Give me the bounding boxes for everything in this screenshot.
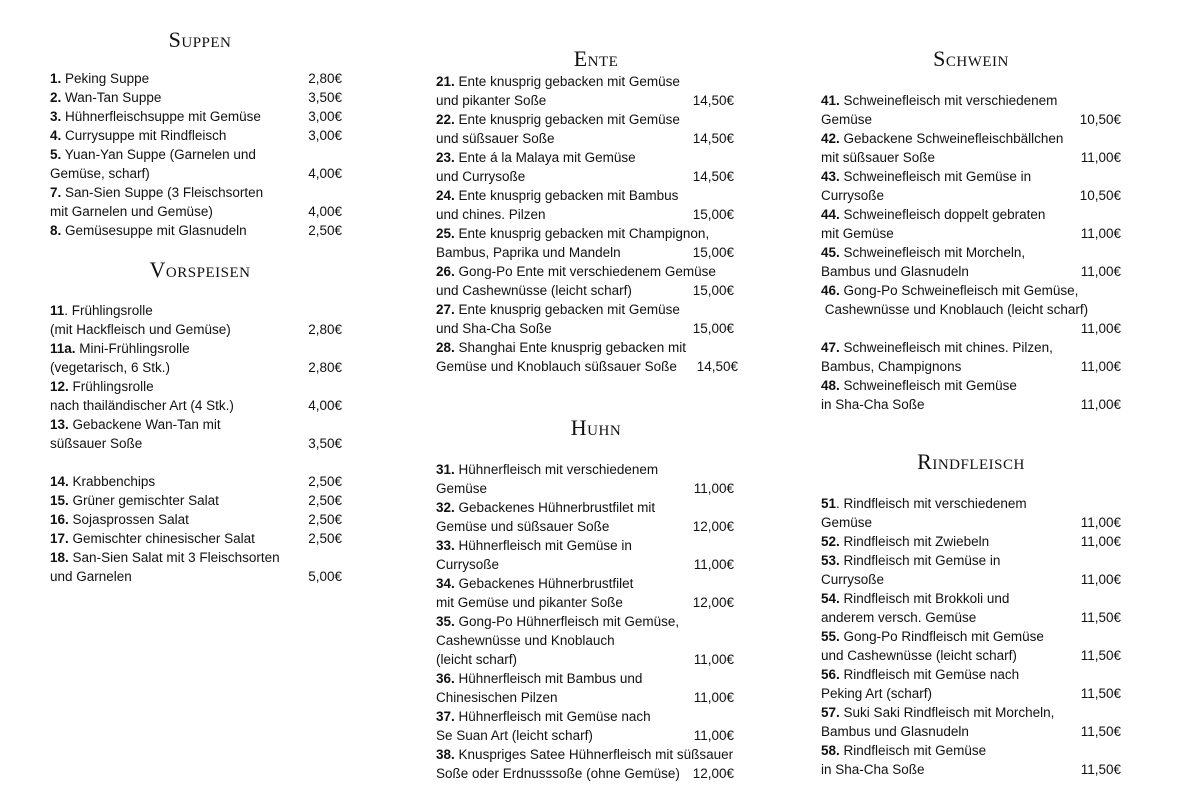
item-name-line2: und Cashewnüsse (leicht scharf) xyxy=(821,648,1017,663)
item-number: 32. xyxy=(436,500,455,515)
menu-item xyxy=(436,338,756,376)
section-title-schwein: Schwein xyxy=(933,46,1009,71)
item-name: Rindfleisch mit Gemüse xyxy=(843,743,987,758)
menu-item xyxy=(50,301,350,339)
item-number: 54. xyxy=(821,591,840,606)
item-name-line2: Bambus, Champignons xyxy=(821,359,962,374)
item-price: 12,00€ xyxy=(692,595,734,610)
item-name-line3: (leicht scharf) xyxy=(436,652,518,667)
item-name: Rindfleisch mit Gemüse in xyxy=(843,553,1001,568)
item-price: 3,00€ xyxy=(308,109,342,124)
menu-item xyxy=(436,460,756,498)
item-name: Currysuppe mit Rindfleisch xyxy=(65,128,227,143)
item-price: 2,80€ xyxy=(308,71,342,86)
item-price: 11,00€ xyxy=(1080,572,1121,587)
item-price: 15,00€ xyxy=(692,283,734,298)
menu-item xyxy=(50,415,350,453)
item-price: 2,80€ xyxy=(308,360,342,375)
section-title-ente: Ente xyxy=(573,46,619,71)
item-number: 5. xyxy=(50,147,62,162)
item-number: 22. xyxy=(436,112,455,127)
item-name: Peking Suppe xyxy=(65,71,150,86)
menu-item xyxy=(50,126,350,145)
item-name-line2: Se Suan Art (leicht scharf) xyxy=(436,728,593,743)
item-number: 18. xyxy=(50,550,69,565)
item-number: 16. xyxy=(50,512,69,527)
item-name-line2: und pikanter Soße xyxy=(436,93,547,108)
item-price: 11,00€ xyxy=(1080,226,1121,241)
menu-item xyxy=(436,498,756,536)
item-name: Rindfleisch mit Brokkoli und xyxy=(843,591,1010,606)
item-name: Hühnerfleisch mit Gemüse in xyxy=(458,538,632,553)
item-number: 41. xyxy=(821,93,840,108)
item-price: 12,00€ xyxy=(692,766,734,781)
item-name-line2: Gemüse xyxy=(821,112,873,127)
menu-item xyxy=(821,741,1121,779)
item-name-line2: Currysoße xyxy=(821,572,885,587)
item-number: 23. xyxy=(436,150,455,165)
item-price: 11,00€ xyxy=(693,557,734,572)
menu-item xyxy=(436,574,756,612)
item-number: 46. xyxy=(821,283,840,298)
item-number: 13. xyxy=(50,417,69,432)
menu-item xyxy=(821,551,1121,589)
item-number: 2. xyxy=(50,90,62,105)
item-number: 48. xyxy=(821,378,840,393)
item-number: 3. xyxy=(50,109,62,124)
item-number: 11 xyxy=(50,303,65,318)
item-number: 35. xyxy=(436,614,455,629)
menu-item xyxy=(50,510,350,529)
item-name-line2: in Sha-Cha Soße xyxy=(821,762,925,777)
item-name: Gebackene Schweinefleischbällchen xyxy=(843,131,1064,146)
menu-item xyxy=(50,88,350,107)
item-name: Sojasprossen Salat xyxy=(72,512,189,527)
item-name: Rindfleisch mit Gemüse nach xyxy=(843,667,1020,682)
menu-item xyxy=(50,472,350,491)
menu-item xyxy=(50,145,350,183)
item-name: San-Sien Suppe (3 Fleischsorten xyxy=(65,185,264,200)
menu-item xyxy=(436,669,756,707)
item-name: Ente knusprig gebacken mit Champignon, xyxy=(458,226,710,241)
item-price: 3,50€ xyxy=(308,436,342,451)
item-name: Ente á la Malaya mit Gemüse xyxy=(458,150,636,165)
item-name-line2: Currysoße xyxy=(436,557,500,572)
section-title-vorspeisen: Vorspeisen xyxy=(149,257,251,282)
menu-item xyxy=(436,707,756,745)
section-title-suppen: Suppen xyxy=(168,27,232,52)
item-name: Ente knusprig gebacken mit Gemüse xyxy=(458,74,680,89)
menu-item xyxy=(436,612,756,669)
item-name: Gong-Po Schweinefleisch mit Gemüse, xyxy=(843,283,1079,298)
item-price: 2,50€ xyxy=(308,531,342,546)
menu-item xyxy=(436,224,756,262)
item-number: 38. xyxy=(436,747,455,762)
item-price: 11,00€ xyxy=(1080,150,1121,165)
item-price: 11,00€ xyxy=(693,728,734,743)
item-name: Gemüsesuppe mit Glasnudeln xyxy=(65,223,247,238)
item-name-line2: Cashewnüsse und Knoblauch (leicht scharf) xyxy=(824,302,1089,317)
item-price: 11,50€ xyxy=(1080,610,1121,625)
item-name: Rindfleisch mit Zwiebeln xyxy=(843,534,990,549)
item-name-line2: und Sha-Cha Soße xyxy=(436,321,552,336)
item-name: Gebackenes Hühnerbrustfilet xyxy=(458,576,634,591)
menu-item xyxy=(821,665,1121,703)
item-price: 2,50€ xyxy=(308,512,342,527)
menu-item xyxy=(821,376,1121,414)
item-number: 56. xyxy=(821,667,840,682)
item-name-line2: mit süßsauer Soße xyxy=(821,150,936,165)
item-price: 5,00€ xyxy=(308,569,342,584)
item-name: San-Sien Salat mit 3 Fleischsorten xyxy=(72,550,280,565)
item-number: 28. xyxy=(436,340,455,355)
menu-item xyxy=(821,532,1121,551)
item-name-line2: Gemüse xyxy=(436,481,488,496)
menu-item xyxy=(50,548,350,586)
item-name: Shanghai Ente knusprig gebacken mit xyxy=(458,340,686,355)
item-name: Gebackene Wan-Tan mit xyxy=(72,417,221,432)
item-name-line2: anderem versch. Gemüse xyxy=(821,610,977,625)
item-price: 11,00€ xyxy=(693,690,734,705)
item-price: 14,50€ xyxy=(692,131,734,146)
menu-item xyxy=(821,167,1121,205)
item-name-line2: nach thailändischer Art (4 Stk.) xyxy=(50,398,234,413)
item-name-line2: und chines. Pilzen xyxy=(436,207,546,222)
item-number: 8. xyxy=(50,223,62,238)
item-name-line2: (vegetarisch, 6 Stk.) xyxy=(50,360,171,375)
item-name: Hühnerfleisch mit verschiedenem xyxy=(458,462,659,477)
item-number: 26. xyxy=(436,264,455,279)
item-name-line2: und Garnelen xyxy=(50,569,132,584)
item-name: Grüner gemischter Salat xyxy=(72,493,219,508)
item-name-line2: Currysoße xyxy=(821,188,885,203)
item-name-line2: Soße oder Erdnusssoße (ohne Gemüse) xyxy=(436,766,680,781)
item-price: 4,00€ xyxy=(308,166,342,181)
menu-item xyxy=(821,589,1121,627)
item-price: 11,00€ xyxy=(693,481,734,496)
item-number: 44. xyxy=(821,207,840,222)
menu-item xyxy=(50,339,350,377)
item-price: 15,00€ xyxy=(692,245,734,260)
item-number: 7. xyxy=(50,185,62,200)
menu-item xyxy=(436,536,756,574)
item-price: 10,50€ xyxy=(1079,188,1121,203)
item-name: Hühnerfleischsuppe mit Gemüse xyxy=(65,109,261,124)
item-price: 11,50€ xyxy=(1080,648,1121,663)
item-name: Wan-Tan Suppe xyxy=(65,90,162,105)
item-number: 21. xyxy=(436,74,455,89)
menu-item xyxy=(821,243,1121,281)
menu-item xyxy=(50,183,350,221)
item-number: 51 xyxy=(821,496,837,511)
menu-item xyxy=(821,703,1121,741)
item-name-line2: Chinesischen Pilzen xyxy=(436,690,558,705)
item-name: Gebackenes Hühnerbrustfilet mit xyxy=(458,500,656,515)
item-price: 14,50€ xyxy=(692,93,734,108)
item-number: 31. xyxy=(436,462,455,477)
item-name-line2: mit Gemüse xyxy=(821,226,894,241)
item-price: 12,00€ xyxy=(692,519,734,534)
menu-item xyxy=(436,186,756,224)
item-number: 24. xyxy=(436,188,455,203)
item-price: 15,00€ xyxy=(692,321,734,336)
item-name: Mini-Frühlingsrolle xyxy=(79,341,190,356)
item-price: 11,50€ xyxy=(1080,762,1121,777)
item-price: 11,00€ xyxy=(1080,515,1121,530)
section-title-rindfleisch: Rindfleisch xyxy=(917,449,1025,474)
item-price: 11,50€ xyxy=(1080,724,1121,739)
item-name: Schweinefleisch mit verschiedenem xyxy=(843,93,1058,108)
item-name-line2: Bambus, Paprika und Mandeln xyxy=(436,245,621,260)
item-number: 52. xyxy=(821,534,840,549)
item-number: 1. xyxy=(50,71,62,86)
item-name-line2: Gemüse und süßsauer Soße xyxy=(436,519,610,534)
menu-item xyxy=(50,377,350,415)
item-number: 34. xyxy=(436,576,455,591)
item-number: 14. xyxy=(50,474,69,489)
menu-item xyxy=(821,338,1121,376)
item-name-line2: und süßsauer Soße xyxy=(436,131,555,146)
item-name-line2: süßsauer Soße xyxy=(50,436,143,451)
item-price: 3,50€ xyxy=(308,90,342,105)
menu-item xyxy=(821,205,1121,243)
item-name-line2: in Sha-Cha Soße xyxy=(821,397,925,412)
section-title-huhn: Huhn xyxy=(570,415,622,440)
menu-item xyxy=(50,221,350,240)
item-name: Ente knusprig gebacken mit Gemüse xyxy=(458,302,680,317)
item-number: 42. xyxy=(821,131,840,146)
item-name: Schweinefleisch mit Gemüse in xyxy=(843,169,1032,184)
item-number: 17. xyxy=(50,531,69,546)
item-price: 10,50€ xyxy=(1079,112,1121,127)
menu-item xyxy=(821,494,1121,532)
item-name: Ente knusprig gebacken mit Gemüse xyxy=(458,112,680,127)
item-price: 3,00€ xyxy=(308,128,342,143)
item-price: 2,80€ xyxy=(308,322,342,337)
item-name: Ente knusprig gebacken mit Bambus xyxy=(458,188,679,203)
item-name: Hühnerfleisch mit Gemüse nach xyxy=(458,709,651,724)
item-price: 4,00€ xyxy=(308,204,342,219)
menu-item xyxy=(50,529,350,548)
item-name: . Frühlingsrolle xyxy=(64,303,153,318)
item-name-line2: mit Garnelen und Gemüse) xyxy=(50,204,213,219)
menu-item xyxy=(821,91,1121,129)
item-name: Schweinefleisch mit Gemüse xyxy=(843,378,1017,393)
item-name: Hühnerfleisch mit Bambus und xyxy=(458,671,643,686)
item-price: 11,00€ xyxy=(1080,264,1121,279)
item-price: 15,00€ xyxy=(692,207,734,222)
item-price: 4,00€ xyxy=(308,398,342,413)
item-number: 27. xyxy=(436,302,455,317)
item-name: Gemischter chinesischer Salat xyxy=(72,531,255,546)
item-number: 36. xyxy=(436,671,455,686)
item-name: Schweinefleisch mit chines. Pilzen, xyxy=(843,340,1053,355)
item-number: 47. xyxy=(821,340,840,355)
menu-item xyxy=(50,107,350,126)
menu-item xyxy=(50,491,350,510)
item-number: 37. xyxy=(436,709,455,724)
menu-item xyxy=(50,69,350,88)
item-name-line2: Gemüse xyxy=(821,515,873,530)
item-name: Yuan-Yan Suppe (Garnelen und xyxy=(64,147,256,162)
item-name-line2: Peking Art (scharf) xyxy=(821,686,933,701)
item-price: 11,00€ xyxy=(1080,534,1121,549)
menu-item xyxy=(436,262,756,300)
item-name-line2: Cashewnüsse und Knoblauch xyxy=(436,633,615,648)
item-name-line2: Bambus und Glasnudeln xyxy=(821,264,969,279)
menu-item xyxy=(436,72,756,110)
item-number: 12. xyxy=(50,379,69,394)
item-price: 14,50€ xyxy=(696,359,738,374)
item-name-line2: und Cashewnüsse (leicht scharf) xyxy=(436,283,632,298)
item-price: 11,00€ xyxy=(1080,321,1121,336)
item-name-line2: mit Gemüse und pikanter Soße xyxy=(436,595,623,610)
item-number: 15. xyxy=(50,493,69,508)
menu-item xyxy=(436,148,756,186)
item-name: Krabbenchips xyxy=(72,474,156,489)
item-name: Gong-Po Ente mit verschiedenem Gemüse xyxy=(458,264,716,279)
menu-item xyxy=(436,745,756,783)
item-name: Frühlingsrolle xyxy=(72,379,154,394)
item-name-line2: Gemüse und Knoblauch süßsauer Soße xyxy=(436,359,677,374)
item-price: 2,50€ xyxy=(308,493,342,508)
item-name: Suki Saki Rindfleisch mit Morcheln, xyxy=(843,705,1055,720)
item-number: 33. xyxy=(436,538,455,553)
item-price: 11,00€ xyxy=(1080,397,1121,412)
item-price: 11,00€ xyxy=(1080,359,1121,374)
item-price: 2,50€ xyxy=(308,474,342,489)
menu-item xyxy=(821,281,1121,338)
item-price: 2,50€ xyxy=(308,223,342,238)
item-number: 11a. xyxy=(50,341,76,356)
menu-item xyxy=(821,627,1121,665)
menu-item xyxy=(436,300,756,338)
item-name-line2: Gemüse, scharf) xyxy=(50,166,150,181)
item-number: 53. xyxy=(821,553,840,568)
item-name: Knuspriges Satee Hühnerfleisch mit süßsauer xyxy=(458,747,734,762)
item-number: 55. xyxy=(821,629,840,644)
item-number: 4. xyxy=(50,128,62,143)
item-number: 45. xyxy=(821,245,840,260)
item-price: 11,50€ xyxy=(1080,686,1121,701)
menu-item xyxy=(821,129,1121,167)
item-name: Gong-Po Hühnerfleisch mit Gemüse, xyxy=(458,614,680,629)
item-number: 57. xyxy=(821,705,840,720)
item-name: Schweinefleisch mit Morcheln, xyxy=(843,245,1026,260)
menu-item xyxy=(436,110,756,148)
item-name: Gong-Po Rindfleisch mit Gemüse xyxy=(843,629,1044,644)
item-number: 25. xyxy=(436,226,455,241)
item-number: 43. xyxy=(821,169,840,184)
item-price: 14,50€ xyxy=(692,169,734,184)
item-name: Schweinefleisch doppelt gebraten xyxy=(843,207,1046,222)
item-price: 11,00€ xyxy=(693,652,734,667)
item-name-line2: Bambus und Glasnudeln xyxy=(821,724,969,739)
item-number: 58. xyxy=(821,743,840,758)
item-name: . Rindfleisch mit verschiedenem xyxy=(836,496,1027,511)
item-name-line2: (mit Hackfleisch und Gemüse) xyxy=(50,322,231,337)
item-name-line2: und Currysoße xyxy=(436,169,526,184)
